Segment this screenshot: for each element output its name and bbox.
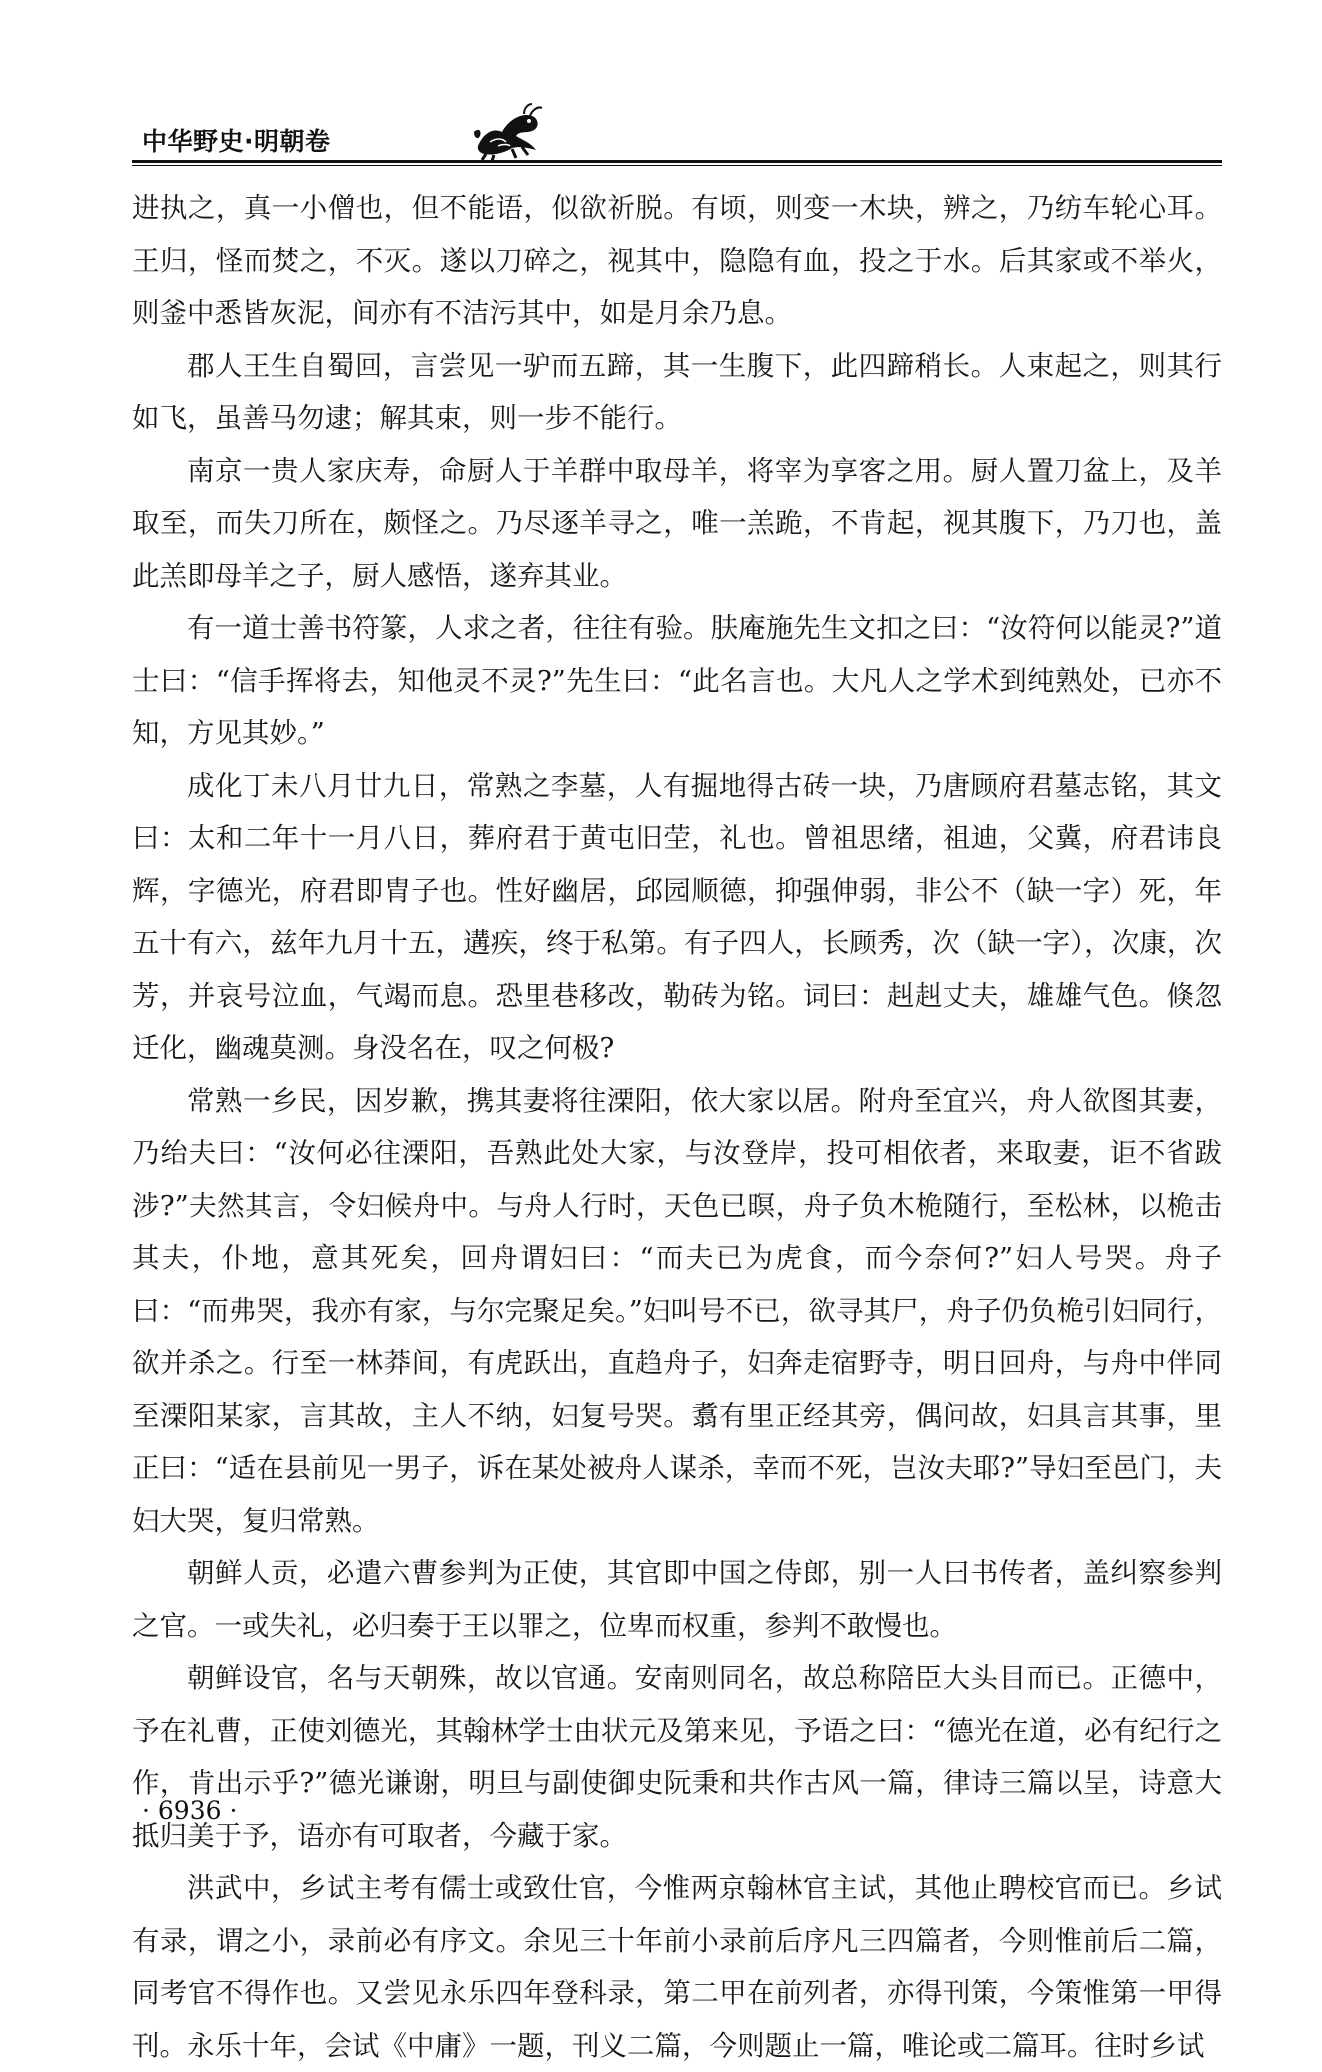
- running-header: [132, 102, 1222, 162]
- dragon-emblem-icon: [472, 102, 544, 162]
- paragraph: 朝鲜设官，名与天朝殊，故以官通。安南则同名，故总称陪臣大头目而已。正德中，予在礼曹，正使刘德光，其翰林学士由状元及第来见，予语之曰：“德光在道，必有纪行之作，肯出示乎?”德光谦谢，明旦与副使御史阮秉和共作古风一篇，律诗三篇以呈，诗意大抵归美于予，语亦有可取者，今藏于家。: [132, 1662, 1222, 1852]
- page-number: · 6936 ·: [142, 1796, 238, 1825]
- header-rule-thin: [132, 165, 1222, 166]
- paragraph: 南京一贵人家庆寿，命厨人于羊群中取母羊，将宰为享客之用。厨人置刀盆上，及羊取至，而失刀所在，颇怪之。乃尽逐羊寻之，唯一羔跪，不肯起，视其腹下，乃刀也，盖此羔即母羊之子，厨人感悟，遂弃其业。: [132, 454, 1222, 592]
- main-text: [132, 182, 1222, 2072]
- book-title: 中华野史·明朝卷: [142, 127, 331, 156]
- paragraph: 常熟一乡民，因岁歉，携其妻将往溧阳，依大家以居。附舟至宜兴，舟人欲图其妻，乃绐夫曰：“汝何必往溧阳，吾熟此处大家，与汝登岸，投可相依者，来取妻，讵不省跋涉?”夫然其言，令妇候舟中。与舟人行时，天色已暝，舟子负木桅随行，至松林，以桅击其夫，仆地，意其死矣，回舟谓妇曰：“而夫已为虎食，而今奈何?”妇人号哭。舟子曰：“而弗哭，我亦有家，与尔完聚足矣。”妇叫号不已，欲寻其尸，舟子仍负桅引妇同行，欲并杀之。行至一林莽间，有虎跃出，直趋舟子，妇奔走宿野寺，明日回舟，与舟中伴同至溧阳某家，言其故，主人不纳，妇复号哭。翥有里正经其旁，偶问故，妇具言其事，里正曰：“适在县前见一男子，诉在某处被舟人谋杀，幸而不死，岂汝夫耶?”导妇至邑门，夫妇大哭，复归常熟。: [132, 1084, 1222, 1537]
- paragraph: 进执之，真一小僧也，但不能语，似欲祈脱。有顷，则变一木块，辨之，乃纺车轮心耳。王归，怪而焚之，不灭。遂以刀碎之，视其中，隐隐有血，投之于水。后其家或不举火，则釜中悉皆灰泥，间亦有不洁污其中，如是月余乃息。: [132, 192, 1222, 329]
- header-rule-thick: [132, 160, 1222, 163]
- paragraph: 郡人王生自蜀回，言尝见一驴而五蹄，其一生腹下，此四蹄稍长。人束起之，则其行如飞，虽善马勿逮；解其束，则一步不能行。: [132, 349, 1222, 434]
- paragraph: 成化丁未八月廿九日，常熟之李墓，人有掘地得古砖一块，乃唐顾府君墓志铭，其文曰：太和二年十一月八日，葬府君于黄屯旧茔，礼也。曾祖思绪，祖迪，父冀，府君讳良辉，字德光，府君即胄子也。性好幽居，邱园顺德，抑强伸弱，非公不（缺一字）死，年五十有六，兹年九月十五，遘疾，终于私第。有子四人，长顾秀，次（缺一字），次康，次芳，并哀号泣血，气竭而息。恐里巷移改，勒砖为铭。词曰：赳赳丈夫，雄雄气色。倏忽迁化，幽魂莫测。身没名在，叹之何极?: [132, 769, 1222, 1064]
- paragraph: 朝鲜人贡，必遣六曹参判为正使，其官即中国之侍郎，别一人曰书传者，盖纠察参判之官。一或失礼，必归奏于王以罪之，位卑而权重，参判不敢慢也。: [132, 1557, 1222, 1642]
- paragraph: 洪武中，乡试主考有儒士或致仕官，今惟两京翰林官主试，其他止聘校官而已。乡试有录，谓之小，录前必有序文。余见三十年前小录前后序凡三四篇者，今则惟前后二篇，同考官不得作也。又尝见永乐四年登科录，第二甲在前列者，亦得刊策，今策惟第一甲得刊。永乐十年，会试《中庸》一题，刊义二篇，今则题止一篇，唯论或二篇耳。往时乡试: [132, 1872, 1222, 2062]
- paragraph: 有一道士善书符篆，人求之者，往往有验。肤庵施先生文扣之曰：“汝符何以能灵?”道士曰：“信手挥将去，知他灵不灵?”先生曰：“此名言也。大凡人之学术到纯熟处，已亦不知，方见其妙。”: [132, 612, 1222, 749]
